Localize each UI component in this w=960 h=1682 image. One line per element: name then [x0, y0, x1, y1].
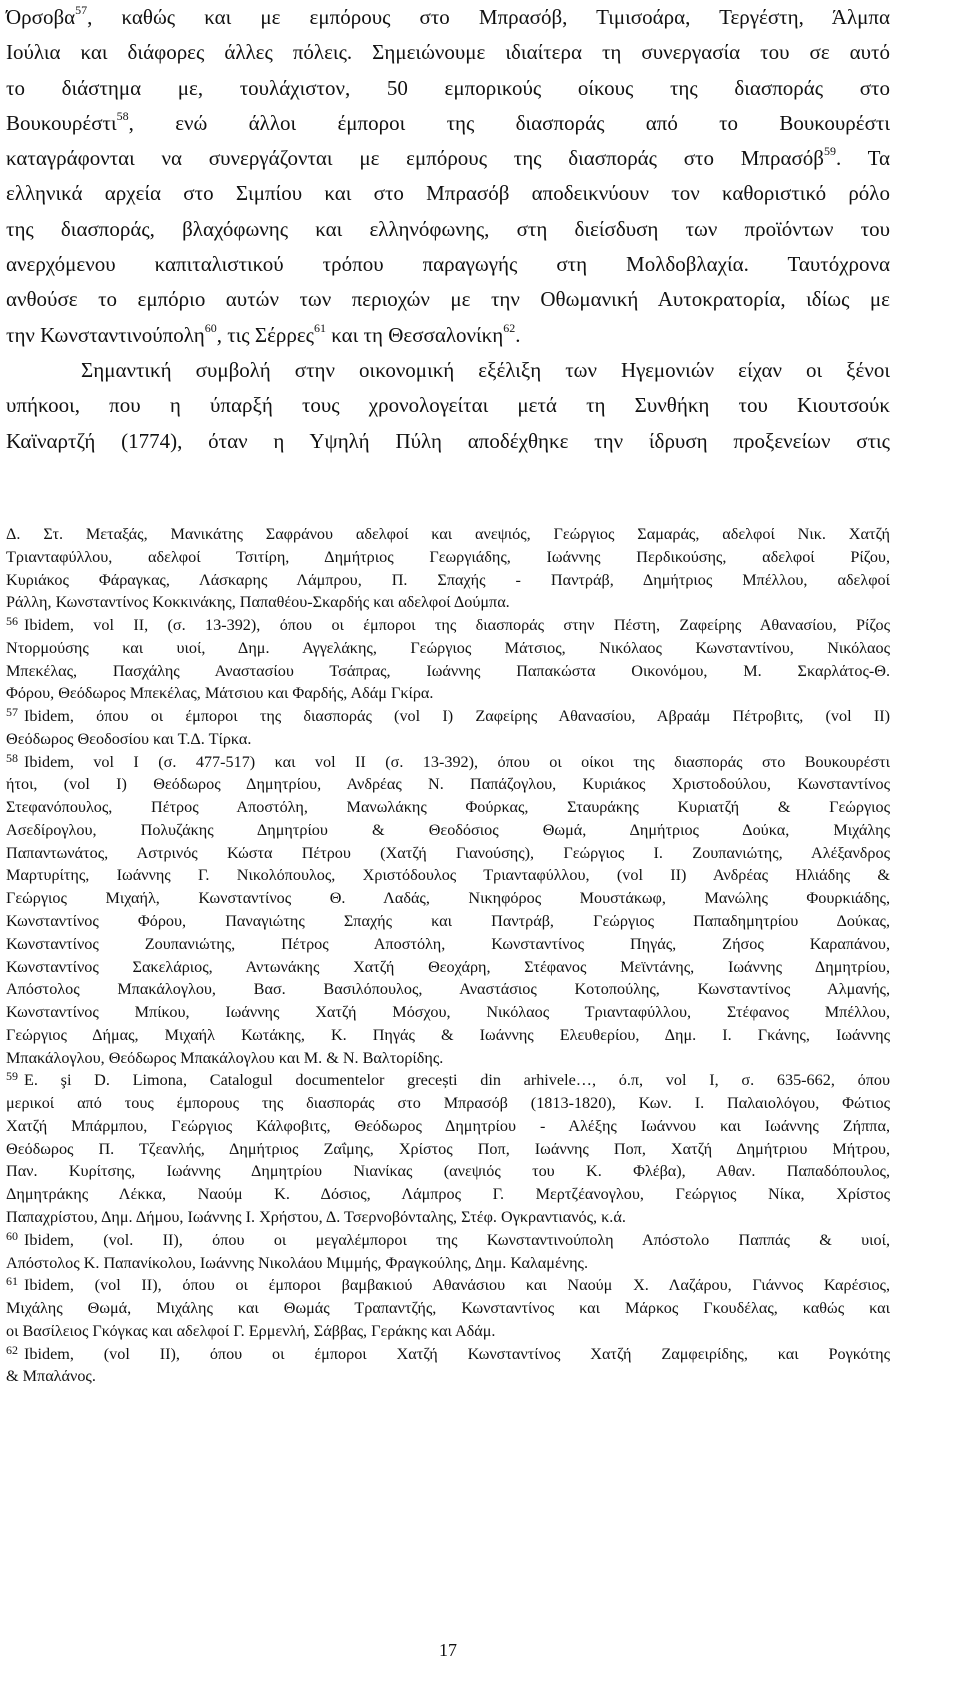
footnote-line	[6, 614, 890, 637]
footnote-text: Μπεκέλας, Πασχάλης Αναστασίου Τσάπρας, Ιωάννης Παπακώστα Οικονόμου, Μ. Σκαρλάτος-Θ.	[6, 661, 890, 680]
footnote-line	[6, 637, 890, 660]
footnote-line	[6, 1115, 890, 1138]
footnote-text: Μπακάλογλου, Θεόδωρος Μπακάλογλου και Μ. & Ν. Βαλτορίδης.	[6, 1048, 444, 1067]
body-line	[6, 71, 890, 106]
body-text-run: το διάστημα με, τουλάχιστον, 50 εμπορικούς οίκους της διασποράς στο	[6, 75, 890, 100]
body-line	[6, 212, 890, 247]
page-number: 17	[439, 1640, 457, 1660]
footnote-line	[6, 1229, 890, 1252]
body-text-run: , τις Σέρρες	[216, 322, 314, 347]
body-text-run: και τη Θεσσαλονίκη	[326, 322, 504, 347]
footnote-text: Γεώργιος Δήμας, Μιχαήλ Κωτάκης, Κ. Πηγάς & Ιωάννης Ελευθερίου, Δημ. Ι. Γκάνης, Ιωάννης	[6, 1025, 890, 1044]
body-text-run: Καϊναρτζή (1774), όταν η Υψηλή Πύλη αποδέχθηκε την ίδρυση προξενείων στις	[6, 428, 890, 453]
footnote-ref[interactable]: 59	[824, 144, 836, 159]
footnote-line	[6, 1047, 890, 1070]
footnote-line	[6, 1297, 890, 1320]
footnote-line	[6, 1069, 890, 1092]
body-text-run: Όρσοβα	[6, 5, 76, 29]
footnote-ref[interactable]: 57	[75, 3, 88, 17]
footnote-line	[6, 705, 890, 728]
footnote-line	[6, 1274, 890, 1297]
body-text	[6, 0, 890, 459]
footnote-text: Παπαντωνάτος, Αστρινός Κώστα Πέτρου (Χατζή Γιανούσης), Γεώργιος Ι. Ζουπανιώτης, Αλέξανδρος	[6, 843, 890, 862]
footnote-line	[6, 773, 890, 796]
footnote-text: Μαρτυρίτης, Ιωάννης Γ. Νικολόπουλος, Χριστόδουλος Τριανταφύλλου, (vol II) Ανδρέας Ηλιάδης &	[6, 866, 890, 885]
footnote-text: Χατζή Μπάρμπου, Γεώργιος Κάλφοβιτς, Θεόδωρος Δημητρίου - Αλέξης Ιωάννου και Ιωάννης Ζήππα,	[6, 1116, 890, 1135]
body-text-run: , ενώ άλλοι έμποροι της διασποράς από το Βουκουρέστι	[128, 110, 890, 135]
body-text-run: Ιούλια και διάφορες άλλες πόλεις. Σημειώνουμε ιδιαίτερα τη συνεργασία του σε αυτό	[6, 40, 890, 65]
footnote-text: Κυριάκος Φάραγκας, Λάσκαρης Λάμπρου, Π. Σπαχής - Παντράβ, Δημήτριος Μπέλλου, αδελφοί	[6, 570, 890, 589]
footnote-ref[interactable]: 60	[204, 320, 217, 335]
body-text-run: ανερχόμενου καπιταλιστικού τρόπου παραγωγής στη Μολδοβλαχία. Ταυτόχρονα	[6, 252, 890, 277]
footnote-text: Κωνσταντίνος Σακελάριος, Αντωνάκης Χατζή Θεοχάρη, Στέφανος Μεϊντάνης, Ιωάννης Δημητρίου,	[6, 957, 890, 976]
footnote-line	[6, 1092, 890, 1115]
footnote-text: Ibidem, όπου οι έμποροι της διασποράς (vol I) Ζαφείρης Αθανασίου, Αβραάμ Πέτροβιτς, (vol II)	[24, 707, 890, 726]
footnote-line	[6, 1183, 890, 1206]
footnote-line	[6, 864, 890, 887]
footnote-line	[6, 887, 890, 910]
footnote-line	[6, 728, 890, 751]
footnote-line	[6, 978, 890, 1001]
footnote-text: Φόρου, Θεόδωρος Μπεκέλας, Μάτσιου και Φαρδής, Αδάμ Γκίρα.	[6, 684, 434, 703]
body-line	[6, 176, 890, 211]
footnote-number: 59	[6, 1069, 18, 1084]
body-line	[6, 35, 890, 70]
footnote-number: 61	[6, 1274, 18, 1289]
footnote-text: Ράλλη, Κωνσταντίνος Κοκκινάκης, Παπαθέου-Σκαρδής και αδελφοί Δούμπα.	[6, 593, 510, 612]
footnote-ref[interactable]: 61	[314, 320, 326, 335]
footnote-text: Ibidem, vol I (σ. 477-517) και vol II (σ. 13-392), όπου οι οίκοι της διασποράς στο Βουκουρέστι	[24, 752, 890, 771]
footnote-line	[6, 546, 890, 569]
footnote-text: Γεώργιος Μιχαήλ, Κωνσταντίνος Θ. Λαδάς, Νικηφόρος Μουστάκωφ, Μανώλης Φουρκιάδης,	[6, 889, 890, 908]
footnote-separator	[6, 510, 186, 511]
footnote-line	[6, 1024, 890, 1047]
footnote-text: Ασεδίρογλου, Πολυζάκης Δημητρίου & Θεοδόσιος Θωμά, Δημήτριος Δούκα, Μιχάλης	[6, 820, 890, 839]
footnote-ref[interactable]: 62	[503, 320, 516, 335]
footnote-line	[6, 819, 890, 842]
footnote-line	[6, 910, 890, 933]
footnote-text: ήτοι, (vol I) Θεόδωρος Δημητρίου, Ανδρέας Ν. Παπάζογλου, Κυριάκος Χριστοδούλου, Κωνσταντίνος	[6, 775, 890, 794]
footnote-line	[6, 956, 890, 979]
footnote-text: Κωνσταντίνος Ζουπανιώτης, Πέτρος Αποστόλη, Κωνσταντίνος Πηγάς, Ζήσος Καραπάνου,	[6, 934, 890, 953]
footnote-number: 57	[6, 705, 18, 720]
body-line	[6, 106, 890, 141]
body-line	[6, 318, 890, 353]
body-line	[6, 0, 890, 35]
footnote-text: Παν. Κυρίτσης, Ιωάννης Δημητρίου Νιανίκας (ανεψιός του Κ. Φλέβα), Αθαν. Παπαδόπουλος,	[6, 1162, 890, 1181]
footnote-text: Θεόδωρος Θεοδοσίου και Τ.Δ. Τίρκα.	[6, 729, 252, 748]
footnote-line	[6, 1160, 890, 1183]
footnote-text: Παπαχρίστου, Δημ. Δήμου, Ιωάννης Ι. Χρήστου, Δ. Τσερνοβόνταλης, Στέφ. Ογκραντιανός, κ.ά.	[6, 1207, 626, 1226]
footnote-text: Στεφανόπουλος, Πέτρος Αποστόλη, Μανωλάκης Φούρκας, Σταυράκης Κυριατζή & Γεώργιος	[6, 798, 890, 817]
footnote-text: & Μπαλάνος.	[6, 1367, 96, 1386]
footnote-line	[6, 1320, 890, 1343]
footnote-line	[6, 1138, 890, 1161]
footnote-text: Ντορμούσης και υιοί, Δημ. Αγγελάκης, Γεώργιος Μάτσιος, Νικόλαος Κωνσταντίνου, Νικόλαος	[6, 638, 890, 657]
footnote-line	[6, 1001, 890, 1024]
body-text-run: .	[515, 322, 521, 347]
footnote-text: Θεόδωρος Π. Τζεανλής, Δημήτριος Ζαΐμης, Χρίστος Ποπ, Ιωάννης Ποπ, Χατζή Δημήτριου Μήτρου,	[6, 1139, 890, 1158]
body-text-run: ανθούσε το εμπόριο αυτών των περιοχών με την Οθωμανική Αυτοκρατορία, ιδίως με	[6, 287, 890, 312]
footnote-number: 60	[6, 1228, 18, 1243]
footnote-text: Τριανταφύλλου, αδελφοί Τσιτίρη, Δημήτριος Γεωργιάδης, Ιωάννης Περδικούσης, αδελφοί Ρίζου,	[6, 547, 890, 566]
footnote-text: οι Βασίλειος Γκόγκας και αδελφοί Γ. Ερμενλή, Σάββας, Γεράκης και Αδάμ.	[6, 1321, 496, 1340]
footnote-text: Κωνσταντίνος Φόρου, Παναγιώτης Σπαχής και Παντράβ, Γεώργιος Παπαδημητρίου Δούκας,	[6, 912, 890, 931]
footnote-text: E. şi D. Limona, Catalogul documentelor grecești din arhivele…, ό.π, vol I, σ. 635-662, όπου	[24, 1071, 890, 1090]
body-text-run: , καθώς και με εμπόρους στο Μπρασόβ, Τιμισοάρα, Τεργέστη, Άλμπα	[87, 5, 890, 29]
footnote-text: Ibidem, (vol. II), όπου οι μεγαλέμποροι της Κωνσταντινούπολη Απόστολο Παππάς & υιοί,	[24, 1230, 890, 1249]
footnote-ref[interactable]: 58	[116, 108, 129, 123]
footnotes-section	[6, 523, 890, 1388]
footnote-text: Απόστολος Κ. Παπανίκολου, Ιωάννης Νικολάου Μιμμής, Φραγκούλης, Δημ. Καλαμένης.	[6, 1253, 588, 1272]
body-text-run: υπήκοοι, που η ύπαρξή τους χρονολογείται μετά τη Συνθήκη του Κιουτσούκ	[6, 393, 890, 418]
body-line	[6, 247, 890, 282]
footnote-text: Ibidem, vol II, (σ. 13-392), όπου οι έμποροι της διασποράς στην Πέστη, Ζαφείρης Αθανασίου, Ρίζος	[24, 616, 890, 635]
footnote-text: Απόστολος Μπακάλογλου, Βασ. Βασιλόπουλος, Αναστάσιος Κοτοπούλης, Κωνσταντίνος Αλμανής,	[6, 980, 890, 999]
body-line	[6, 388, 890, 423]
footnote-line	[6, 523, 890, 546]
body-text-run: Βουκουρέστι	[6, 110, 117, 135]
footnote-line	[6, 569, 890, 592]
footnote-text: Ibidem, (vol II), όπου οι έμποροι βαμβακιού Αθανάσιου και Ναούμ Χ. Λαζάρου, Γιάννος Καρέσιος,	[24, 1276, 890, 1295]
body-line	[6, 353, 890, 388]
body-line	[6, 424, 890, 459]
footnote-line	[6, 660, 890, 683]
footnote-text: Μιχάλης Θωμά, Μιχάλης και Θωμάς Τραπαντζής, Κωνσταντίνος και Μάρκος Γκουδέλας, καθώς και	[6, 1299, 890, 1318]
footnote-text: μερικοί από τους έμπορους της διασποράς στο Μπρασόβ (1813-1820), Κων. Ι. Παλαιολόγου, Φώτιος	[6, 1094, 890, 1113]
footnote-number: 56	[6, 614, 18, 629]
footnote-number: 62	[6, 1342, 18, 1357]
footnote-text: Δ. Στ. Μεταξάς, Μανικάτης Σαφράνου αδελφοί και ανεψιός, Γεώργιος Σαμαράς, αδελφοί Νικ. Χατζή	[6, 525, 890, 543]
footnote-text: Δημητράκης Λέκκα, Ναούμ Κ. Δόσιος, Λάμπρος Γ. Μερτζέανογλου, Γεώργιος Νίκα, Χρίστος	[6, 1185, 890, 1204]
footnote-text: Ibidem, (vol II), όπου οι έμποροι Χατζή Κωνσταντίνος Χατζή Ζαμφειρίδης, και Ρογκότης	[24, 1344, 890, 1363]
footnote-line	[6, 682, 890, 705]
body-text-run: . Τα	[836, 146, 890, 171]
body-line	[6, 141, 890, 176]
body-text-run: Σημαντική συμβολή στην οικονομική εξέλιξη των Ηγεμονιών είχαν οι ξένοι	[81, 357, 890, 382]
body-text-run: την Κωνσταντινούπολη	[6, 322, 205, 347]
footnote-line	[6, 591, 890, 614]
footnote-line	[6, 933, 890, 956]
footnote-line	[6, 751, 890, 774]
footnote-line	[6, 796, 890, 819]
footnote-line	[6, 1206, 890, 1229]
body-line	[6, 282, 890, 317]
body-text-run: καταγράφονται να συνεργάζονται με εμπόρους της διασποράς στο Μπρασόβ	[6, 146, 824, 171]
footnote-text: Κωνσταντίνος Μπίκου, Ιωάννης Χατζή Μόσχου, Νικόλαος Τριανταφύλλου, Στέφανος Μπέλλου,	[6, 1003, 890, 1022]
footnote-line	[6, 1365, 890, 1388]
footnote-number: 58	[6, 750, 18, 765]
body-text-run: της διασποράς, βλαχόφωνης και ελληνόφωνης, στη διείσδυση των προϊόντων του	[6, 216, 890, 241]
footnote-line	[6, 1252, 890, 1275]
body-text-run: ελληνικά αρχεία στο Σιμπίου και στο Μπρασόβ αποδεικνύουν τον καθοριστικό ρόλο	[6, 181, 890, 206]
footnote-line	[6, 842, 890, 865]
footnote-line	[6, 1343, 890, 1366]
